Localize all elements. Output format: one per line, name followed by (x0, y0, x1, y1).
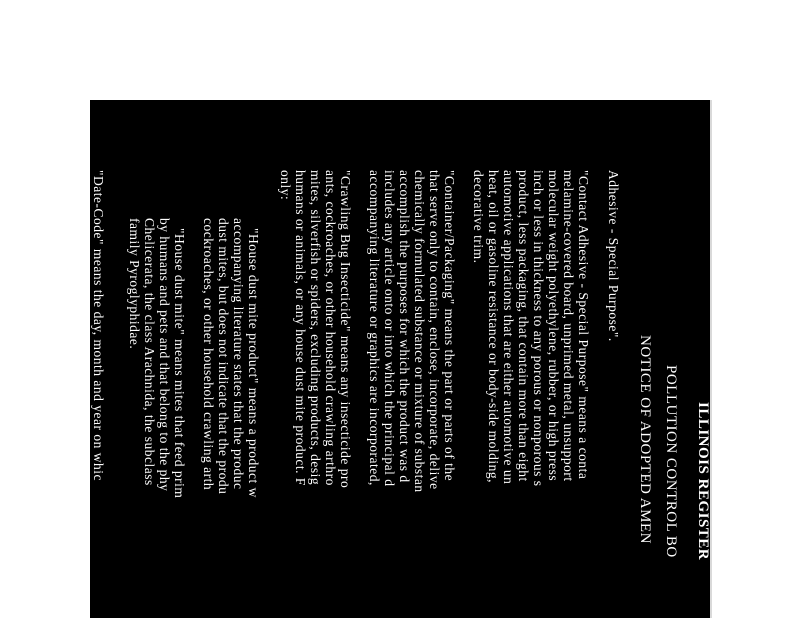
definition-line: humans or animals, or any house dust mite product. F (293, 170, 308, 486)
definition-line: that serve only to contain, enclose, incorporate, delive (427, 170, 442, 490)
scanned-page (17, 100, 712, 618)
definition-line: automotive applications that are either automotive un (501, 170, 516, 485)
definition-line: dust mites, but does not indicate that the produ (216, 218, 231, 495)
definition-line: "Deodorant" means: (47, 170, 62, 289)
definition-line: includes any article onto or into which the principal d (382, 170, 397, 487)
definition-line: mites, silverfish or spiders, excluding products, desig (308, 170, 323, 486)
definition-line: melamine-covered board, unprimed metal, unsupport (561, 170, 576, 482)
definition-line: manufactured, filled, or packaged, or a code indicatin (76, 170, 91, 486)
definition-line: Adhesive - Special Purpose". (606, 170, 621, 342)
definition-line: "Container/Packaging" means the part or parts of the (442, 170, 457, 482)
rotated-page-content (17, 100, 712, 618)
definition-line: accompanying literature states that the produc (231, 218, 246, 490)
definition-line: "Crawling Bug Insecticide" means any insecticide pro (338, 170, 353, 489)
definition-line: cockroaches, or other household crawling arth (201, 218, 216, 491)
notice-title: NOTICE OF ADOPTED AMEN (637, 335, 653, 544)
definition-line: "House dust mite" means mites that feed prim (172, 228, 187, 499)
definition-line: product, less packaging, that contain more than eight (516, 170, 531, 482)
definition-line: Chelicerata, the class Arachnida, the subclass (142, 218, 157, 486)
definition-line: family Pyroglyphidae. (127, 218, 142, 350)
definition-line: heat, oil or gasoline resistance or body-side molding, (486, 170, 501, 484)
definition-line: accomplish the purposes for which the product was d (397, 170, 412, 483)
definition-line: molecular weight polyethylene, rubber, or high press (546, 170, 561, 482)
definition-line: inch or less in thickness to any porous or nonporous s (531, 170, 546, 487)
register-title: ILLINOIS REGISTER (695, 402, 711, 561)
definition-line: decorative trim. (471, 170, 486, 264)
definition-line: only: (278, 170, 293, 201)
definition-line: chemically formulated substance or mixture of substan (412, 170, 427, 493)
definition-line: "Date-Code" means the day, month and year on whic (91, 170, 106, 481)
board-title: POLLUTION CONTROL BO (663, 365, 679, 558)
definition-line: "House dust mite product" means a product w (246, 228, 261, 498)
definition-line: "Contact Adhesive - Special Purpose" means a conta (576, 170, 591, 480)
definition-line: ants, cockroaches, or other household crawling arthro (323, 170, 338, 486)
definition-line: accompanying literature or graphics are incorporated, (367, 170, 382, 486)
definition-line: by humans and pets and that belong to the phy (157, 218, 172, 492)
definition-line: For products manufactured before July 1, 2009 (17, 228, 32, 505)
